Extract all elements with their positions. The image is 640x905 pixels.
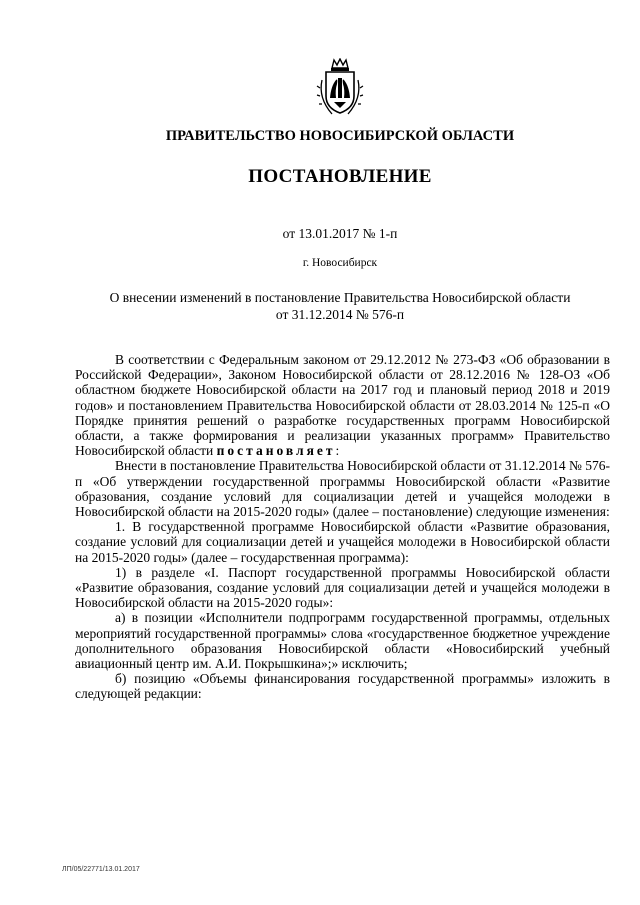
document-subject <box>90 289 590 323</box>
decree-verb: постановляет <box>216 443 336 459</box>
subject-line-1: О внесении изменений в постановление Правительства Новосибирской области <box>109 290 571 305</box>
preamble-end: : <box>335 443 340 459</box>
paragraph-item-1: 1. В государственной программе Новосибирской области «Развитие образования, создание условий для социализации детей и учащейся молодежи в Новосибирской области на 2015-2020 годы» (далее – государственная программа): <box>75 519 610 565</box>
organization-name: ПРАВИТЕЛЬСТВО НОВОСИБИРСКОЙ ОБЛАСТИ <box>165 128 515 144</box>
document-body <box>75 352 610 702</box>
paragraph-subitem-b: б) позицию «Объемы финансирования государственной программы» изложить в следующей редакции: <box>75 671 610 702</box>
city: г. Новосибирск <box>302 257 378 269</box>
document-date-number: от 13.01.2017 № 1-п <box>282 226 398 241</box>
preamble-text: В соответствии с Федеральным законом от 29.12.2012 № 273-ФЗ «Об образовании в Российской Федерации», Законом Новосибирской области от 28.12.2016 № 128-ОЗ «Об областном бюджете Новосибирской области на 2017 год и плановый период 2018 и 2019 годов» и постановлением Правительства Новосибирской области от 28.03.2014 № 125-п «О Порядке принятия решений о разработке государственных программ Новосибирской области, а также формирования и реализации указанных программ» Правительство Новосибирской области <box>75 352 610 459</box>
document-code: ЛП/05/22771/13.01.2017 <box>62 866 140 873</box>
paragraph-subitem-1: 1) в разделе «I. Паспорт государственной программы Новосибирской области «Развитие образования, создание условий для социализации детей и учащейся молодежи в Новосибирской области на 2015-2020 годы»: <box>75 564 610 611</box>
paragraph-subitem-a: а) в позиции «Исполнители подпрограмм государственной программы, отдельных мероприятий государственной программы» слова «государственное бюджетное учреждение дополнительного образования Новосибирской области «Новосибирский учебный авиационный центр им. А.И. Покрышкина»;» исключить; <box>75 610 610 672</box>
coat-of-arms-icon <box>314 58 366 120</box>
document-type: ПОСТАНОВЛЕНИЕ <box>248 166 432 187</box>
paragraph-amend: Внести в постановление Правительства Новосибирской области от 31.12.2014 № 576-п «Об утверждении государственной программы Новосибирской области «Развитие образования, создание условий для социализации детей и учащейся молодежи в Новосибирской области на 2015-2020 годы» (далее – постановление) следующие изменения: <box>75 458 610 520</box>
subject-line-2: от 31.12.2014 № 576-п <box>275 307 405 322</box>
paragraph-preamble <box>75 352 610 458</box>
